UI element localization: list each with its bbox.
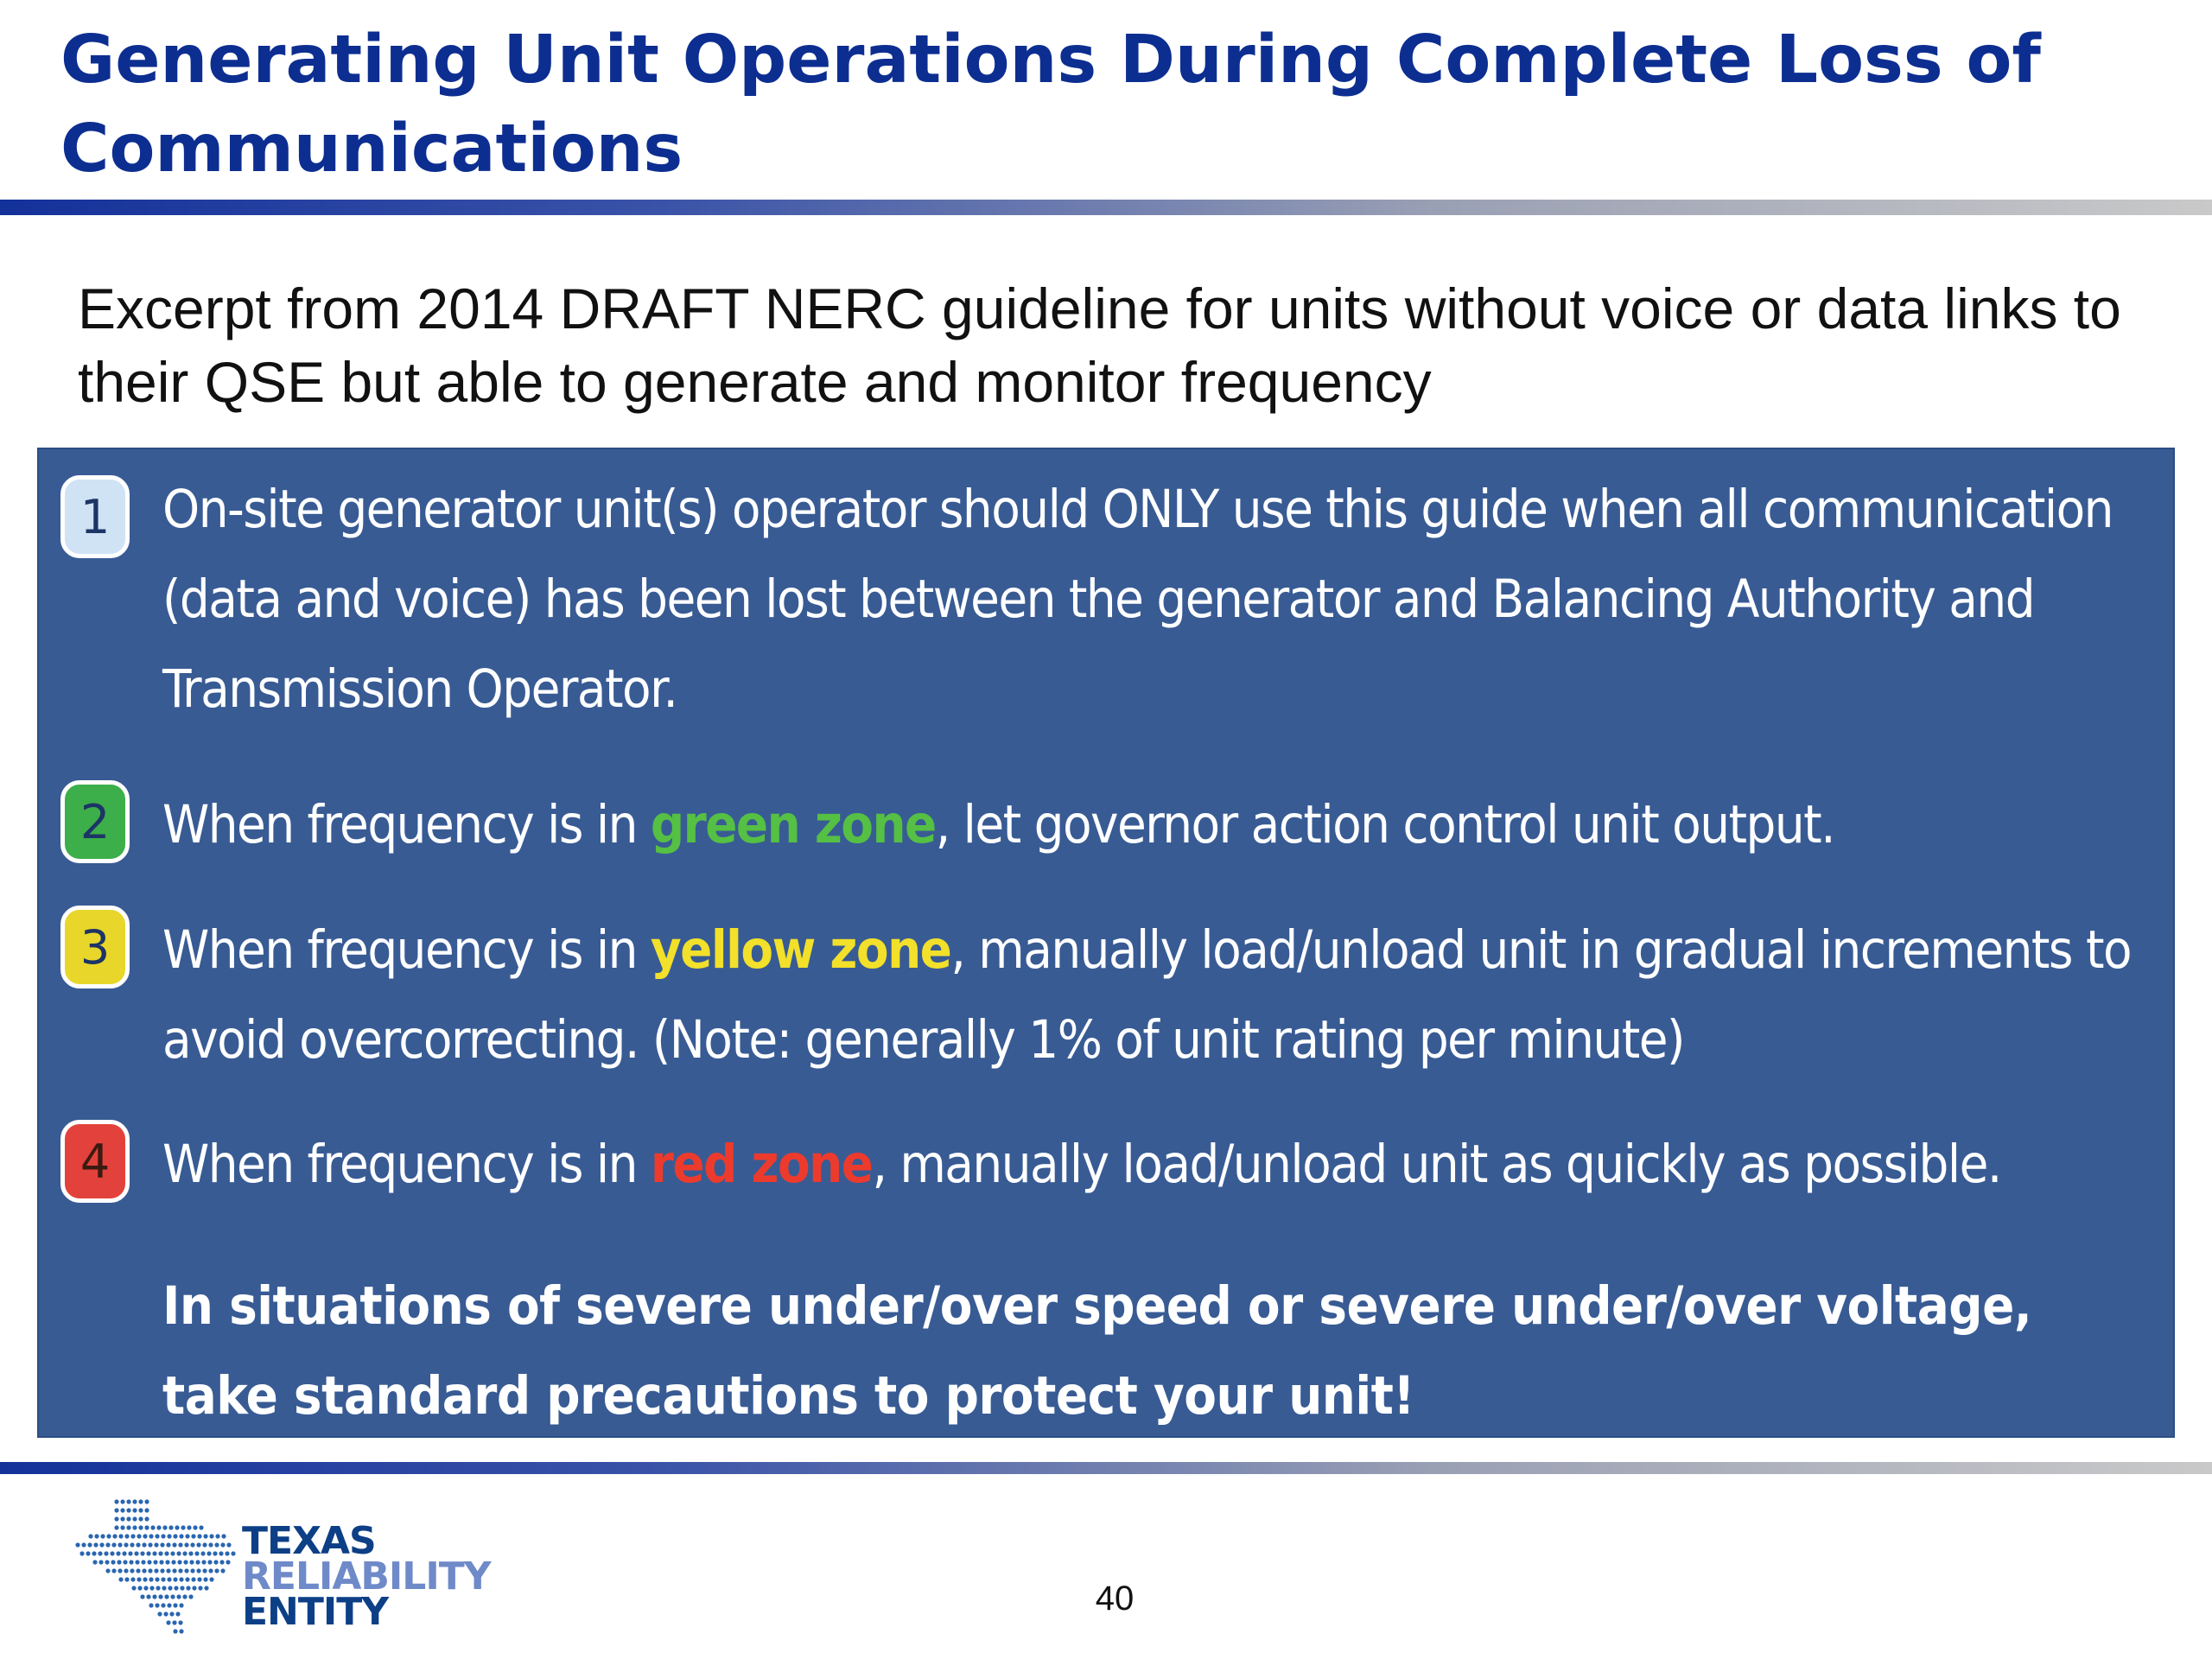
green-zone-label: green zone — [650, 794, 936, 855]
logo-dot — [178, 1620, 182, 1624]
logo-dot — [87, 1542, 92, 1547]
logo-dot — [196, 1568, 200, 1573]
logo-dot — [158, 1551, 162, 1555]
logo-dot — [158, 1594, 162, 1599]
logo-dot — [131, 1586, 136, 1590]
logo-dot — [179, 1534, 183, 1538]
logo-dot — [169, 1611, 174, 1616]
logo-dot — [138, 1516, 143, 1521]
logo-dot — [197, 1534, 201, 1538]
logo-dot — [120, 1516, 124, 1521]
logo-dot — [192, 1586, 196, 1590]
logo-dot — [199, 1525, 203, 1529]
step-4-post: , manually load/unload unit as quickly as possible. — [872, 1134, 2001, 1195]
logo-dot — [116, 1551, 120, 1555]
logo-dot — [226, 1560, 230, 1564]
step-1-badge: 1 — [60, 475, 130, 558]
logo-dot — [185, 1577, 189, 1581]
logo-dot — [214, 1568, 219, 1573]
logo-dot — [138, 1508, 143, 1512]
logo-dot — [173, 1603, 177, 1607]
logo-dot — [200, 1551, 205, 1555]
logo-dot — [193, 1525, 197, 1529]
logo-dot — [176, 1594, 181, 1599]
logo-dot — [191, 1577, 195, 1581]
logo-dot — [164, 1594, 168, 1599]
logo-dot — [194, 1551, 199, 1555]
logo-dot — [186, 1586, 190, 1590]
logo-dot — [160, 1568, 164, 1573]
step-2-badge: 2 — [60, 780, 130, 863]
logo-dot — [176, 1551, 181, 1555]
logo-dot — [161, 1603, 165, 1607]
logo-dot — [161, 1577, 165, 1581]
logo-dot — [98, 1551, 102, 1555]
logo-dot — [111, 1560, 115, 1564]
logo-dot — [209, 1577, 213, 1581]
logo-dot — [149, 1586, 154, 1590]
logo-dot — [124, 1534, 129, 1538]
logo-dot — [142, 1568, 146, 1573]
logo-dot — [141, 1560, 145, 1564]
logo-dot — [112, 1534, 117, 1538]
logo-dot — [220, 1542, 225, 1547]
logo-dot — [167, 1577, 171, 1581]
logo-dot — [130, 1542, 134, 1547]
logo-dot — [137, 1577, 141, 1581]
logo-dot — [185, 1534, 189, 1538]
logo-dot — [130, 1577, 135, 1581]
logo-dot — [168, 1525, 173, 1529]
logo-dot — [214, 1542, 219, 1547]
logo-dot — [174, 1586, 178, 1590]
logo-dot — [118, 1577, 123, 1581]
logo-dot — [149, 1577, 153, 1581]
logo-dot — [167, 1534, 171, 1538]
logo-dot — [198, 1586, 202, 1590]
logo-dot — [201, 1560, 206, 1564]
logo-dot — [140, 1594, 144, 1599]
logo-dot — [203, 1577, 207, 1581]
logo-dot — [180, 1586, 184, 1590]
logo-dot — [184, 1568, 188, 1573]
logo-dot — [126, 1525, 130, 1529]
logo-dot — [173, 1534, 177, 1538]
step-2-text — [162, 780, 2150, 870]
logo-dot — [120, 1508, 124, 1512]
logo-dot — [148, 1568, 152, 1573]
logo-dot — [178, 1568, 182, 1573]
logo-dot — [132, 1499, 137, 1503]
logo-dot — [114, 1508, 118, 1512]
logo-dot — [134, 1551, 138, 1555]
step-3-post: , manually load/unload unit in gradual increments to avoid overcorrecting. (Note: generally 1% of unit rating per minute) — [162, 919, 2132, 1071]
logo-dot — [111, 1542, 116, 1547]
logo-dot — [231, 1551, 235, 1555]
logo-dot — [126, 1508, 130, 1512]
step-1-text: On-site generator unit(s) operator should ONLY use this guide when all communication (data and voice) has been lost between the generator and Balancing Authority and Transmission Operator. — [162, 479, 2113, 720]
step-2-pre: When frequency is in — [162, 794, 651, 855]
logo-dot — [114, 1516, 118, 1521]
logo-dot — [99, 1560, 103, 1564]
logo-dot — [126, 1516, 130, 1521]
logo-dot — [172, 1542, 176, 1547]
logo-dot — [177, 1560, 181, 1564]
logo-dot — [167, 1603, 171, 1607]
logo-dot — [219, 1551, 223, 1555]
logo-dot — [209, 1534, 213, 1538]
logo-dot — [124, 1568, 128, 1573]
logo-dot — [149, 1534, 153, 1538]
logo-dot — [114, 1525, 118, 1529]
logo-dot — [172, 1620, 176, 1624]
red-zone-label: red zone — [650, 1134, 873, 1195]
logo-dot — [162, 1586, 166, 1590]
logo-dot — [100, 1534, 105, 1538]
logo-dot — [136, 1542, 140, 1547]
logo-dot — [144, 1525, 149, 1529]
logo-dot — [152, 1594, 156, 1599]
safety-warning: In situations of severe under/over speed or severe under/over voltage, take standard precautions to protect your unit! — [162, 1275, 2032, 1427]
logo-dot — [203, 1534, 207, 1538]
logo-dot — [220, 1568, 225, 1573]
logo-dot — [86, 1551, 90, 1555]
logo-dot — [111, 1568, 116, 1573]
logo-dot — [147, 1560, 151, 1564]
logo-dot — [92, 1551, 96, 1555]
logo-dot — [170, 1551, 175, 1555]
logo-dot — [144, 1508, 149, 1512]
logo-dot — [208, 1568, 213, 1573]
logo-dot — [191, 1534, 195, 1538]
logo-dot — [154, 1542, 158, 1547]
logo-dot — [179, 1603, 183, 1607]
logo-dot — [118, 1534, 123, 1538]
page-number: 40 — [1095, 1580, 1135, 1618]
step-4-pre: When frequency is in — [162, 1134, 651, 1195]
logo-line-entity: ENTITY — [242, 1590, 389, 1634]
logo-dot — [106, 1534, 111, 1538]
step-4-badge: 4 — [60, 1120, 130, 1203]
logo-dot — [137, 1586, 142, 1590]
logo-dot — [150, 1525, 155, 1529]
logo-dot — [144, 1499, 149, 1503]
logo-dot — [146, 1594, 150, 1599]
logo-dot — [155, 1603, 159, 1607]
logo-dot — [166, 1568, 170, 1573]
logo-dot — [226, 1542, 231, 1547]
logo-dot — [181, 1525, 185, 1529]
logo-dot — [171, 1560, 175, 1564]
logo-dot — [183, 1560, 188, 1564]
logo-dot — [170, 1594, 175, 1599]
logo-dot — [155, 1577, 159, 1581]
logo-dot — [128, 1551, 132, 1555]
logo-dot — [197, 1577, 201, 1581]
logo-dot — [132, 1516, 137, 1521]
logo-dot — [126, 1499, 130, 1503]
step-2-post: , let governor action control unit output. — [935, 794, 1835, 855]
logo-line-texas: TEXAS — [242, 1519, 376, 1563]
logo-dot — [136, 1568, 140, 1573]
logo-dot — [215, 1534, 219, 1538]
logo-dot — [182, 1551, 187, 1555]
logo-dot — [140, 1551, 144, 1555]
logo-dot — [163, 1611, 168, 1616]
logo-dot — [182, 1594, 187, 1599]
step-3-text — [162, 906, 2150, 1085]
step-3-badge: 3 — [60, 906, 130, 988]
logo-line-reliability: RELIABILITY — [242, 1554, 491, 1599]
logo-dot — [88, 1534, 92, 1538]
logo-dot — [146, 1551, 150, 1555]
logo-dot — [122, 1551, 126, 1555]
step-4-text — [162, 1120, 2150, 1210]
logo-dot — [166, 1620, 170, 1624]
logo-dot — [175, 1525, 179, 1529]
step-3-pre: When frequency is in — [162, 919, 651, 981]
logo-dot — [99, 1542, 104, 1547]
logo-dot — [144, 1516, 149, 1521]
logo-dot — [155, 1534, 159, 1538]
logo-dot — [137, 1534, 141, 1538]
logo-dot — [118, 1568, 122, 1573]
logo-dot — [143, 1534, 147, 1538]
logo-dot — [130, 1568, 134, 1573]
logo-dot — [188, 1594, 193, 1599]
logo-dot — [187, 1525, 191, 1529]
logo-dot — [143, 1577, 147, 1581]
logo-dot — [195, 1560, 200, 1564]
logo-dot — [154, 1568, 158, 1573]
logo-dot — [124, 1542, 128, 1547]
logo-dot — [118, 1542, 122, 1547]
logo-dot — [105, 1542, 110, 1547]
footer-divider — [0, 1462, 2212, 1474]
logo-dot — [161, 1534, 165, 1538]
logo-dot — [188, 1551, 193, 1555]
logo-dot — [184, 1542, 188, 1547]
logo-dot — [179, 1629, 183, 1633]
logo-dot — [172, 1568, 176, 1573]
logo-dot — [213, 1560, 218, 1564]
logo-dot — [204, 1586, 208, 1590]
logo-dot — [114, 1499, 118, 1503]
logo-dot — [207, 1560, 212, 1564]
logo-dot — [190, 1568, 194, 1573]
logo-dot — [135, 1560, 139, 1564]
logo-dot — [104, 1551, 108, 1555]
logo-dot — [117, 1560, 121, 1564]
logo-dot — [123, 1560, 127, 1564]
logo-dot — [81, 1542, 86, 1547]
logo-dot — [143, 1586, 148, 1590]
logo-dot — [130, 1534, 135, 1538]
logo-dot — [213, 1551, 217, 1555]
logo-dot — [120, 1499, 124, 1503]
logo-dot — [105, 1560, 109, 1564]
logo-dot — [166, 1542, 170, 1547]
logo-dot — [148, 1542, 152, 1547]
logo-dot — [153, 1560, 157, 1564]
logo-dot — [92, 1560, 97, 1564]
logo-dot — [221, 1534, 226, 1538]
logo-dot — [79, 1551, 84, 1555]
logo-dot — [159, 1560, 163, 1564]
logo-dot — [120, 1525, 124, 1529]
logo-dot — [156, 1586, 160, 1590]
yellow-zone-label: yellow zone — [650, 919, 951, 981]
logo-dot — [124, 1577, 129, 1581]
logo-dot — [75, 1542, 79, 1547]
slide-title: Generating Unit Operations During Complete Loss of Communications — [60, 22, 2041, 188]
logo-dot — [202, 1568, 207, 1573]
logo-dot — [208, 1542, 213, 1547]
logo-dot — [132, 1525, 137, 1529]
logo-dot — [157, 1611, 162, 1616]
logo-dot — [164, 1551, 168, 1555]
logo-dot — [94, 1534, 99, 1538]
logo-dot — [138, 1499, 143, 1503]
logo-dot — [138, 1525, 143, 1529]
logo-dot — [190, 1542, 194, 1547]
logo-dot — [207, 1551, 211, 1555]
logo-dot — [152, 1551, 156, 1555]
logo-dot — [202, 1542, 207, 1547]
logo-dot — [93, 1542, 98, 1547]
logo-dot — [132, 1508, 137, 1512]
logo-dot — [219, 1560, 224, 1564]
slide-subtitle: Excerpt from 2014 DRAFT NERC guideline for units without voice or data links to their QSE but able to generate and monitor frequency — [78, 276, 2121, 414]
logo-dot — [105, 1568, 110, 1573]
logo-dot — [196, 1542, 200, 1547]
logo-dot — [160, 1542, 164, 1547]
logo-dot — [162, 1525, 167, 1529]
logo-dot — [110, 1551, 114, 1555]
logo-dot — [175, 1611, 180, 1616]
logo-dot — [129, 1560, 133, 1564]
logo-dot — [165, 1560, 169, 1564]
logo-dot — [173, 1577, 177, 1581]
texas-reliability-entity-logo — [73, 1493, 491, 1640]
logo-dot — [178, 1542, 182, 1547]
logo-dot — [142, 1542, 146, 1547]
title-divider — [0, 200, 2212, 215]
logo-dot — [189, 1560, 194, 1564]
logo-dot — [225, 1551, 229, 1555]
logo-dot — [168, 1586, 172, 1590]
texas-map-dots-icon — [73, 1493, 246, 1640]
logo-dot — [173, 1629, 177, 1633]
logo-dot — [149, 1603, 153, 1607]
logo-dot — [179, 1577, 183, 1581]
logo-dot — [156, 1525, 161, 1529]
guideline-panel — [37, 448, 2175, 1438]
